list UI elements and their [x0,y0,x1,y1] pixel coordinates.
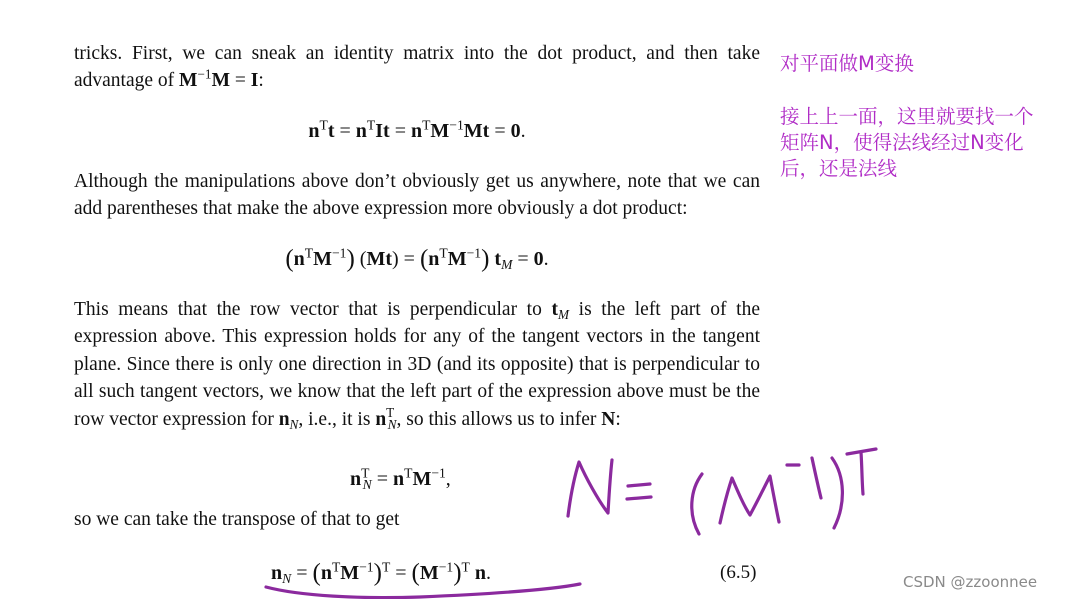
handwritten-paren-open [692,474,702,534]
paragraph-3-text-b: is the left part of the expression above. This expression holds for any of the tangent vectors in the tangent plane. Since there is only one direction in 3D (and its opposite) that is perpendicular to all such tangent vectors, we know that the left part of the expression above must be the row vector expression for [74,299,760,430]
watermark: CSDN @zzoonnee [903,573,1038,591]
handwritten-N [568,460,612,516]
paragraph-3: This means that the row vector that is perpendicular to $t_M$ is the left part of the expression above. This expression holds for any of the tangent vectors in the tangent plane. Since there is only one direction in 3D (and its opposite) that is perpendicular to all such tangent vectors, we know that the left part of the expression above must be the row vector expression for $n_N$, i.e., it is $n^T_N$, so this allows us to infer N: [74,299,760,432]
annotation-note-1: 对平面做M变换 [780,52,914,75]
paragraph-3-text-c: , i.e., it is [298,408,376,430]
paragraph-2: Although the manipulations above don’t obviously get us anywhere, note that we can add parentheses that make the above expression more obviously a dot product: [74,171,760,220]
equation-1: $n^Tt = n^TIt = n^TM^{-1}Mt = 0$. [308,117,526,142]
paragraph-4: so we can take the transpose of that to get [74,509,400,530]
handwritten-paren-close [832,458,842,528]
handwritten-one [812,458,821,498]
paragraph-1-text: tricks. First, we can sneak an identity matrix into the dot product, and then take advantage of [74,43,760,92]
handwritten-equals-bottom [627,497,651,499]
paragraph-3-text-d: , so this allows us to infer [396,408,602,430]
handwritten-underline [266,584,580,598]
equation-3: $n^T_N = n^TM^{-1}$, [350,465,451,493]
paragraph-1: tricks. First, we can sneak an identity matrix into the dot product, and then take advantage of $M^{-1}M = I$: [74,43,760,92]
equation-number: (6.5) [720,562,757,583]
annotation-note-2: 接上上一面，这里就要找一个 矩阵N，使得法线经过N变化 后，还是法线 [780,105,1034,180]
handwritten-M [720,476,779,523]
equation-2: $(n^TM^{-1}) (Mt) = (n^TM^{-1}) t_M = 0$. [285,245,549,273]
paragraph-3-text-e: : [615,408,621,430]
handwritten-equals-top [628,484,650,486]
handwritten-T-stem [861,452,863,494]
paragraph-3-text-a: This means that the row vector that is perpendicular to [74,299,552,320]
equation-4: $n_N = (n^TM^{-1})^T = (M^{-1})^T$ n. [271,559,491,587]
